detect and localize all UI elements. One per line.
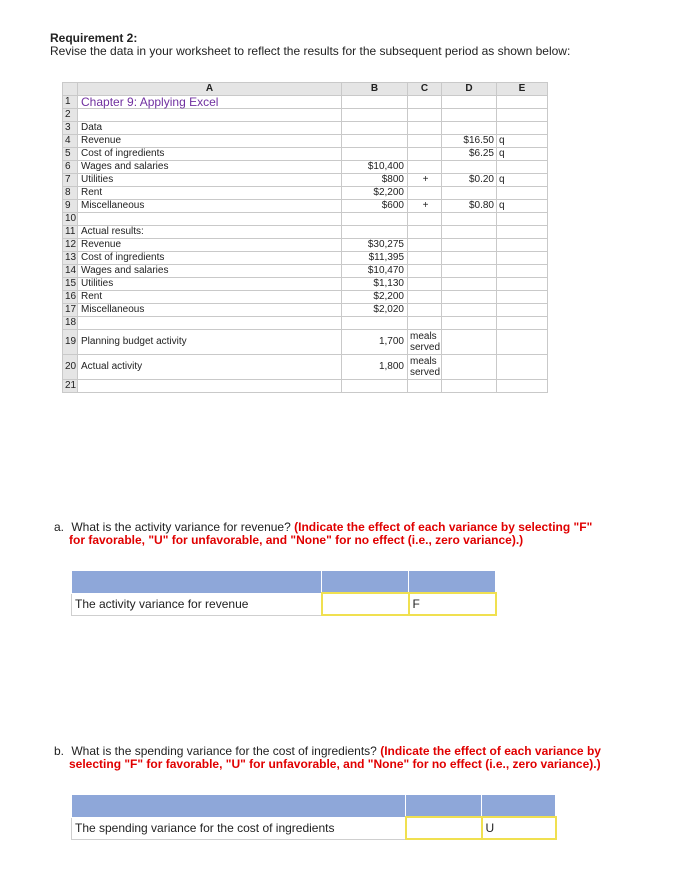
question-a-text: What is the activity variance for revenue? xyxy=(71,520,291,534)
cell-e: q xyxy=(497,148,548,161)
cell-a: Rent xyxy=(78,187,342,200)
cell-d xyxy=(442,122,497,135)
row-number: 19 xyxy=(63,330,78,355)
header-cell xyxy=(72,795,406,818)
cell-d: $6.25 xyxy=(442,148,497,161)
effect-select-a[interactable]: F xyxy=(409,593,496,615)
question-b xyxy=(54,745,624,771)
cell-e xyxy=(497,278,548,291)
sheet-row xyxy=(63,135,548,148)
sheet-row xyxy=(63,304,548,317)
cell-e: q xyxy=(497,135,548,148)
cell-b xyxy=(342,317,408,330)
cell-c xyxy=(408,213,442,226)
worksheet xyxy=(62,82,548,393)
sheet-row xyxy=(63,109,548,122)
cell-a: Wages and salaries xyxy=(78,265,342,278)
cell-d xyxy=(442,187,497,200)
question-a-label: a. xyxy=(54,520,65,534)
question-b-instruction-2: selecting "F" for favorable, "U" for unfavorable, and "None" for no effect (i.e., zero variance).) xyxy=(69,757,601,771)
cell-c xyxy=(408,304,442,317)
cell-b xyxy=(342,213,408,226)
sheet-row xyxy=(63,226,548,239)
cell-a: Data xyxy=(78,122,342,135)
row-number: 13 xyxy=(63,252,78,265)
cell-a: Utilities xyxy=(78,278,342,291)
question-a xyxy=(54,521,624,547)
cell-a: Chapter 9: Applying Excel xyxy=(78,96,342,109)
cell-b: $10,470 xyxy=(342,265,408,278)
cell-a: Revenue xyxy=(78,135,342,148)
question-b-instruction-1: (Indicate the effect of each variance by xyxy=(380,744,601,758)
answer-header-row xyxy=(72,571,496,594)
cell-b: $2,200 xyxy=(342,291,408,304)
sheet-row xyxy=(63,122,548,135)
cell-c xyxy=(408,148,442,161)
sheet-row xyxy=(63,213,548,226)
sheet-row xyxy=(63,265,548,278)
spending-variance-input[interactable] xyxy=(406,817,482,839)
cell-e xyxy=(497,265,548,278)
cell-c: + xyxy=(408,174,442,187)
row-number: 6 xyxy=(63,161,78,174)
cell-e xyxy=(497,226,548,239)
cell-a: Wages and salaries xyxy=(78,161,342,174)
cell-b: 1,700 xyxy=(342,330,408,355)
cell-c xyxy=(408,252,442,265)
cell-e xyxy=(497,291,548,304)
question-b-text: What is the spending variance for the cost of ingredients? xyxy=(71,744,377,758)
cell-a xyxy=(78,109,342,122)
cell-d xyxy=(442,96,497,109)
sheet-row xyxy=(63,278,548,291)
column-header-d: D xyxy=(442,83,497,96)
sheet-row xyxy=(63,317,548,330)
cell-d xyxy=(442,109,497,122)
cell-d: $16.50 xyxy=(442,135,497,148)
cell-d xyxy=(442,355,497,380)
cell-c xyxy=(408,161,442,174)
cell-b xyxy=(342,226,408,239)
column-header-row xyxy=(63,83,548,96)
cell-d xyxy=(442,161,497,174)
header-cell xyxy=(72,571,322,594)
cell-b: $600 xyxy=(342,200,408,213)
sheet-row xyxy=(63,330,548,355)
cell-c xyxy=(408,317,442,330)
answer-row xyxy=(72,593,496,615)
units-line-1: meals xyxy=(410,331,437,342)
row-number: 17 xyxy=(63,304,78,317)
cell-b xyxy=(342,380,408,393)
cell-a: Cost of ingredients xyxy=(78,252,342,265)
row-number: 5 xyxy=(63,148,78,161)
sheet-row xyxy=(63,161,548,174)
column-header-c: C xyxy=(408,83,442,96)
row-number: 20 xyxy=(63,355,78,380)
cell-c xyxy=(408,278,442,291)
units-line-1: meals xyxy=(410,356,437,367)
cell-b xyxy=(342,148,408,161)
cell-c xyxy=(408,96,442,109)
cell-e xyxy=(497,252,548,265)
cell-d xyxy=(442,213,497,226)
cell-d: $0.20 xyxy=(442,174,497,187)
header-cell xyxy=(406,795,482,818)
row-number: 8 xyxy=(63,187,78,200)
answer-table-a xyxy=(71,570,497,616)
answer-row xyxy=(72,817,556,839)
cell-e: q xyxy=(497,200,548,213)
header-cell xyxy=(409,571,496,594)
cell-a: Revenue xyxy=(78,239,342,252)
sheet-row xyxy=(63,380,548,393)
cell-a: Planning budget activity xyxy=(78,330,342,355)
cell-c xyxy=(408,265,442,278)
cell-e xyxy=(497,330,548,355)
row-number: 14 xyxy=(63,265,78,278)
header-cell xyxy=(322,571,409,594)
sheet-row xyxy=(63,355,548,380)
units-line-2: served xyxy=(410,367,441,378)
cell-b xyxy=(342,96,408,109)
cell-d xyxy=(442,380,497,393)
cell-c xyxy=(408,380,442,393)
activity-variance-input[interactable] xyxy=(322,593,409,615)
cell-d xyxy=(442,265,497,278)
cell-b: $1,130 xyxy=(342,278,408,291)
row-number: 12 xyxy=(63,239,78,252)
cell-b: $30,275 xyxy=(342,239,408,252)
question-b-label: b. xyxy=(54,744,65,758)
cell-c xyxy=(408,109,442,122)
cell-c xyxy=(408,187,442,200)
row-number: 4 xyxy=(63,135,78,148)
row-number: 1 xyxy=(63,96,78,109)
column-header-b: B xyxy=(342,83,408,96)
cell-c: + xyxy=(408,200,442,213)
question-a-instruction-2: for favorable, "U" for unfavorable, and "None" for no effect (i.e., zero variance).) xyxy=(69,533,524,547)
column-header-a: A xyxy=(78,83,342,96)
cell-a: Cost of ingredients xyxy=(78,148,342,161)
row-number: 7 xyxy=(63,174,78,187)
cell-a: Miscellaneous xyxy=(78,200,342,213)
sheet-row xyxy=(63,291,548,304)
answer-row-label: The spending variance for the cost of ingredients xyxy=(72,817,406,839)
sheet-row xyxy=(63,200,548,213)
cell-d xyxy=(442,317,497,330)
row-number: 9 xyxy=(63,200,78,213)
cell-d xyxy=(442,252,497,265)
cell-e xyxy=(497,96,548,109)
row-number: 16 xyxy=(63,291,78,304)
sheet-row xyxy=(63,96,548,109)
question-a-instruction-1: (Indicate the effect of each variance by selecting "F" xyxy=(294,520,593,534)
sheet-row xyxy=(63,187,548,200)
cell-d xyxy=(442,304,497,317)
cell-e xyxy=(497,317,548,330)
cell-a: Actual activity xyxy=(78,355,342,380)
cell-b: $11,395 xyxy=(342,252,408,265)
cell-a: Actual results: xyxy=(78,226,342,239)
cell-d xyxy=(442,239,497,252)
cell-e xyxy=(497,122,548,135)
sheet-row xyxy=(63,148,548,161)
cell-e xyxy=(497,109,548,122)
answer-row-label: The activity variance for revenue xyxy=(72,593,322,615)
effect-select-b[interactable]: U xyxy=(482,817,556,839)
cell-b: $800 xyxy=(342,174,408,187)
cell-d xyxy=(442,330,497,355)
cell-a: Miscellaneous xyxy=(78,304,342,317)
cell-c xyxy=(408,355,442,380)
header-cell xyxy=(482,795,556,818)
row-number: 18 xyxy=(63,317,78,330)
cell-a xyxy=(78,213,342,226)
cell-b: $10,400 xyxy=(342,161,408,174)
cell-e xyxy=(497,304,548,317)
cell-a xyxy=(78,317,342,330)
cell-c xyxy=(408,239,442,252)
cell-b: 1,800 xyxy=(342,355,408,380)
cell-e xyxy=(497,380,548,393)
answer-header-row xyxy=(72,795,556,818)
cell-b: $2,200 xyxy=(342,187,408,200)
row-number: 2 xyxy=(63,109,78,122)
cell-e xyxy=(497,213,548,226)
row-number: 15 xyxy=(63,278,78,291)
column-header-e: E xyxy=(497,83,548,96)
row-number: 3 xyxy=(63,122,78,135)
cell-b xyxy=(342,135,408,148)
cell-c xyxy=(408,291,442,304)
cell-e xyxy=(497,187,548,200)
cell-b xyxy=(342,109,408,122)
cell-e xyxy=(497,161,548,174)
answer-table-b xyxy=(71,794,557,840)
sheet-row xyxy=(63,174,548,187)
cell-d: $0.80 xyxy=(442,200,497,213)
cell-a xyxy=(78,380,342,393)
row-number: 11 xyxy=(63,226,78,239)
cell-a: Utilities xyxy=(78,174,342,187)
cell-b: $2,020 xyxy=(342,304,408,317)
cell-c xyxy=(408,135,442,148)
cell-c xyxy=(408,122,442,135)
cell-e xyxy=(497,355,548,380)
cell-d xyxy=(442,226,497,239)
sheet-row xyxy=(63,239,548,252)
row-number: 21 xyxy=(63,380,78,393)
cell-d xyxy=(442,291,497,304)
units-line-2: served xyxy=(410,342,441,353)
cell-e: q xyxy=(497,174,548,187)
cell-b xyxy=(342,122,408,135)
cell-d xyxy=(442,278,497,291)
requirement-description: Revise the data in your worksheet to reflect the results for the subsequent period as shown below: xyxy=(50,44,571,58)
row-number: 10 xyxy=(63,213,78,226)
cell-a: Rent xyxy=(78,291,342,304)
cell-c xyxy=(408,330,442,355)
requirement-title: Requirement 2: xyxy=(50,31,138,45)
cell-e xyxy=(497,239,548,252)
cell-c xyxy=(408,226,442,239)
sheet-row xyxy=(63,252,548,265)
corner-cell xyxy=(63,83,78,96)
